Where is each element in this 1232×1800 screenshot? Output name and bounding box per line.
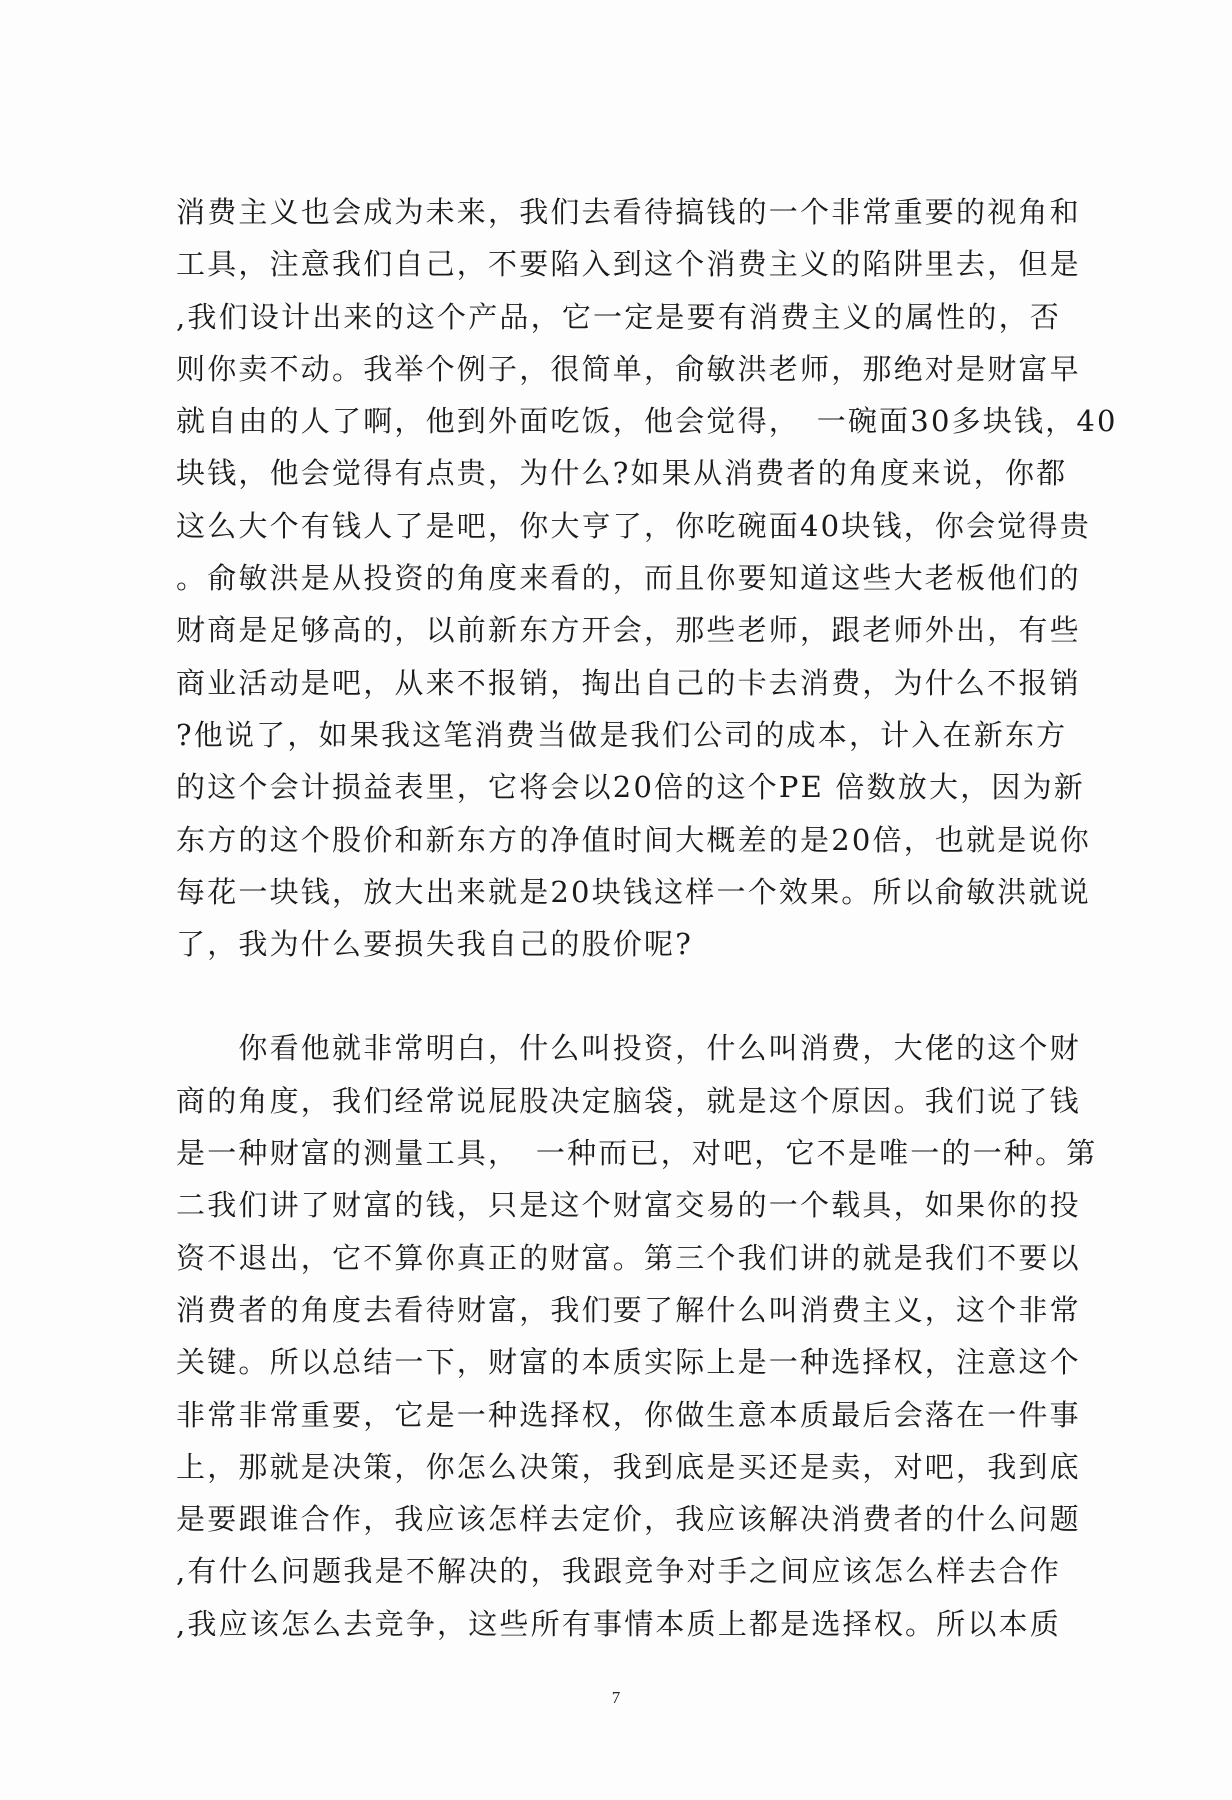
text-line: 商业活动是吧，从来不报销，掏出自己的卡去消费，为什么不报销 (176, 665, 1081, 700)
text-line: ,有什么问题我是不解决的，我跟竞争对手之间应该怎么样去合作 (176, 1554, 1062, 1589)
text-line: 块钱，他会觉得有点贵，为什么?如果从消费者的角度来说，你都 (176, 456, 1068, 491)
text-line: 上，那就是决策，你怎么决策，我到底是买还是卖，对吧，我到底 (176, 1449, 1081, 1484)
page-body (176, 186, 1118, 1650)
text-line: 每花一块钱，放大出来就是20块钱这样一个效果。所以俞敏洪就说 (176, 874, 1091, 909)
text-line: ,我应该怎么去竞争，这些所有事情本质上都是选择权。所以本质 (176, 1606, 1062, 1641)
text-line: 了，我为什么要损失我自己的股价呢? (176, 927, 693, 962)
text-line: 财商是足够高的，以前新东方开会，那些老师，跟老师外出，有些 (176, 613, 1081, 648)
text-line: 资不退出，它不算你真正的财富。第三个我们讲的就是我们不要以 (176, 1240, 1081, 1275)
text-line: ,我们设计出来的这个产品，它一定是要有消费主义的属性的，否 (176, 299, 1062, 334)
text-line: 商的角度，我们经常说屁股决定脑袋，就是这个原因。我们说了钱 (176, 1083, 1081, 1118)
text-line: 关键。所以总结一下，财富的本质实际上是一种选择权，注意这个 (176, 1345, 1081, 1380)
text-line: 你看他就非常明白，什么叫投资，什么叫消费，大佬的这个财 (176, 1031, 1081, 1066)
text-line: 消费者的角度去看待财富，我们要了解什么叫消费主义，这个非常 (176, 1292, 1081, 1327)
page-number: 7 (611, 1688, 621, 1707)
text-line: 二我们讲了财富的钱，只是这个财富交易的一个载具，如果你的投 (176, 1188, 1081, 1223)
paragraph-gap (176, 970, 1026, 1022)
text-line: 就自由的人了啊，他到外面吃饭，他会觉得， 一碗面30多块钱，40 (176, 404, 1118, 439)
paragraph (176, 1022, 1098, 1650)
text-line: 工具，注意我们自己，不要陷入到这个消费主义的陷阱里去，但是 (176, 247, 1081, 282)
text-line: 这么大个有钱人了是吧，你大亨了，你吃碗面40块钱，你会觉得贵 (176, 508, 1091, 543)
text-line: 的这个会计损益表里，它将会以20倍的这个PE 倍数放大，因为新 (176, 770, 1086, 805)
text-line: 。俞敏洪是从投资的角度来看的，而且你要知道这些大老板他们的 (176, 561, 1081, 596)
text-line: 消费主义也会成为未来，我们去看待搞钱的一个非常重要的视角和 (176, 195, 1081, 229)
text-line: 是一种财富的测量工具， 一种而已，对吧，它不是唯一的一种。第 (176, 1136, 1098, 1171)
text-line: 东方的这个股价和新东方的净值时间大概差的是20倍，也就是说你 (176, 822, 1091, 857)
text-line: 则你卖不动。我举个例子，很简单，俞敏洪老师，那绝对是财富早 (176, 351, 1081, 386)
text-line: ?他说了，如果我这笔消费当做是我们公司的成本，计入在新东方 (176, 717, 1068, 752)
text-line: 是要跟谁合作，我应该怎样去定价，我应该解决消费者的什么问题 (176, 1502, 1081, 1537)
paragraph (176, 186, 1118, 970)
text-line: 非常非常重要，它是一种选择权，你做生意本质最后会落在一件事 (176, 1397, 1081, 1432)
